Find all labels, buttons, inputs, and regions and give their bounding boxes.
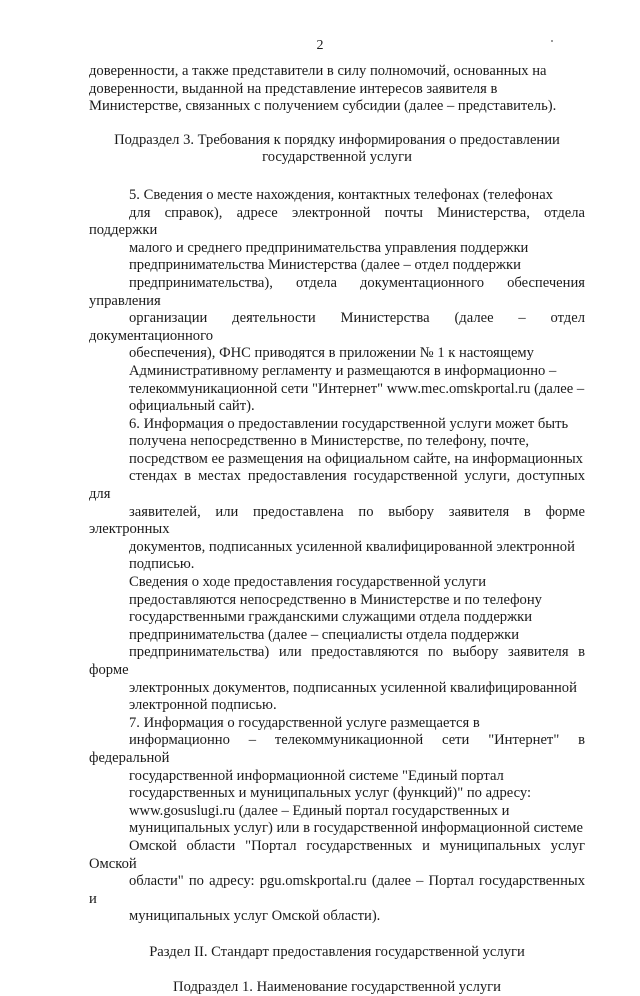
- text-line: для справок), адресе электронной почты Министерства, отдела поддержки: [89, 205, 585, 240]
- text-line: Министерстве, связанных с получением субсидии (далее – представитель).: [89, 98, 585, 116]
- text-line: Раздел II. Стандарт предоставления государственной услуги: [89, 944, 585, 962]
- text-line: электронной подписью.: [89, 697, 585, 715]
- text-line: Омской области "Портал государственных и муниципальных услуг Омской: [89, 838, 585, 873]
- text-line: подписью.: [89, 556, 585, 574]
- text-line: предпринимательства Министерства (далее – отдел поддержки: [89, 257, 585, 275]
- text-line: стендах в местах предоставления государственной услуги, доступных для: [89, 468, 585, 503]
- text-line: 5. Сведения о месте нахождения, контактных телефонах (телефонах: [89, 187, 585, 205]
- paragraph-continuation: [89, 63, 585, 116]
- text-line: обеспечения), ФНС приводятся в приложении № 1 к настоящему: [89, 345, 585, 363]
- text-line: получена непосредственно в Министерстве, по телефону, почте,: [89, 433, 585, 451]
- text-line: Подраздел 1. Наименование государственной услуги: [89, 979, 585, 996]
- text-line: предпринимательства), отдела документационного обеспечения управления: [89, 275, 585, 310]
- text-line: 7. Информация о государственной услуге размещается в: [89, 715, 585, 733]
- subsection-1-heading: [89, 979, 585, 996]
- text-line: предпринимательства) или предоставляются по выбору заявителя в форме: [89, 644, 585, 679]
- paragraph-7: [89, 715, 585, 926]
- text-line: муниципальных услуг Омской области).: [89, 908, 585, 926]
- text-line: официальный сайт).: [89, 398, 585, 416]
- text-line: государственной услуги: [89, 149, 585, 167]
- paragraph-6-status: [89, 574, 585, 715]
- document-body: [89, 63, 585, 996]
- text-line: предпринимательства (далее – специалисты отдела поддержки: [89, 627, 585, 645]
- text-line: документов, подписанных усиленной квалифицированной электронной: [89, 539, 585, 557]
- scan-speck: [551, 40, 553, 42]
- text-line: заявителей, или предоставлена по выбору заявителя в форме электронных: [89, 504, 585, 539]
- section-2-heading: [89, 944, 585, 962]
- text-line: малого и среднего предпринимательства управления поддержки: [89, 240, 585, 258]
- text-line: организации деятельности Министерства (далее – отдел документационного: [89, 310, 585, 345]
- text-line: электронных документов, подписанных усиленной квалифицированной: [89, 680, 585, 698]
- text-line: 6. Информация о предоставлении государственной услуги может быть: [89, 416, 585, 434]
- text-line: Административному регламенту и размещаются в информационно –: [89, 363, 585, 381]
- text-line: доверенности, выданной на представление интересов заявителя в: [89, 81, 585, 99]
- text-line: www.gosuslugi.ru (далее – Единый портал государственных и: [89, 803, 585, 821]
- text-line: телекоммуникационной сети "Интернет" www.mec.omskportal.ru (далее –: [89, 381, 585, 399]
- text-line: Сведения о ходе предоставления государственной услуги: [89, 574, 585, 592]
- text-line: Подраздел 3. Требования к порядку информирования о предоставлении: [89, 132, 585, 150]
- text-line: посредством ее размещения на официальном сайте, на информационных: [89, 451, 585, 469]
- text-line: информационно – телекоммуникационной сети "Интернет" в федеральной: [89, 732, 585, 767]
- text-line: области" по адресу: pgu.omskportal.ru (далее – Портал государственных и: [89, 873, 585, 908]
- text-line: государственными гражданскими служащими отдела поддержки: [89, 609, 585, 627]
- text-line: государственной информационной системе "Единый портал: [89, 768, 585, 786]
- text-line: доверенности, а также представители в силу полномочий, основанных на: [89, 63, 585, 81]
- text-line: муниципальных услуг) или в государственной информационной системе: [89, 820, 585, 838]
- page-number: 2: [0, 38, 640, 54]
- paragraph-6: [89, 416, 585, 574]
- paragraph-5: [89, 187, 585, 416]
- text-line: государственных и муниципальных услуг (функций)" по адресу:: [89, 785, 585, 803]
- text-line: предоставляются непосредственно в Министерстве и по телефону: [89, 592, 585, 610]
- subsection-3-heading: [89, 132, 585, 167]
